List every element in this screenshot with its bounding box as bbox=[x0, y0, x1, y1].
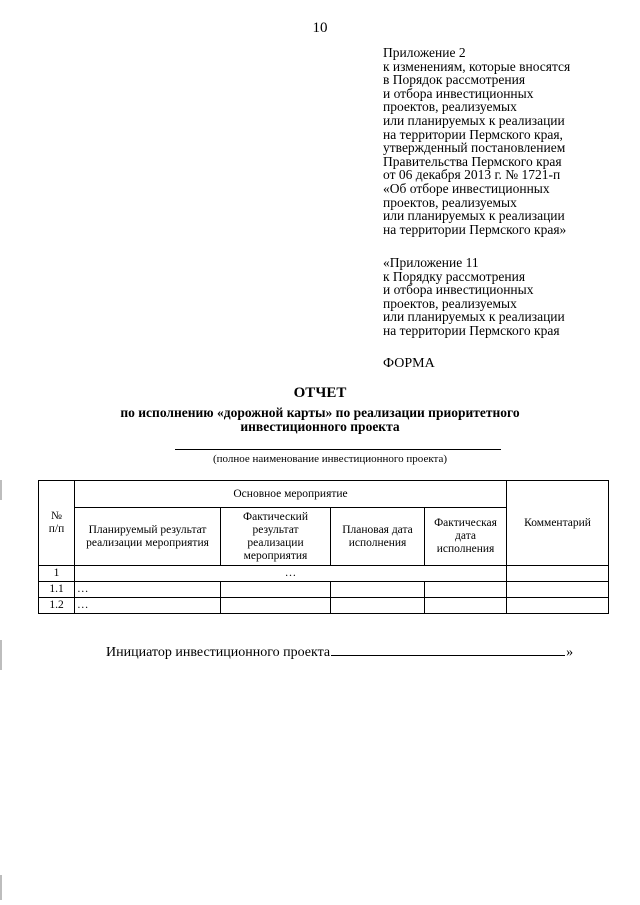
scan-edge-mark bbox=[0, 640, 2, 670]
report-subtitle-line: по исполнению «дорожной карты» по реализации приоритетного bbox=[120, 405, 520, 420]
appendix-line: «Приложение 11 bbox=[383, 255, 479, 270]
scan-edge-mark bbox=[0, 875, 2, 900]
row-number: 1.2 bbox=[39, 598, 75, 614]
appendix-line: или планируемых к реализации bbox=[383, 208, 565, 224]
header-main-activity: Основное мероприятие bbox=[75, 481, 507, 508]
appendix-line: проектов, реализуемых bbox=[383, 295, 517, 311]
appendix-line: на территории Пермского края, bbox=[383, 126, 563, 142]
page-number: 10 bbox=[312, 20, 328, 36]
scan-edge-mark bbox=[0, 480, 2, 500]
row-planned-result-cell: … bbox=[75, 582, 221, 598]
roadmap-table bbox=[38, 480, 609, 614]
form-label: ФОРМА bbox=[383, 356, 435, 371]
row-number: 1.1 bbox=[39, 582, 75, 598]
appendix-line: Правительства Пермского края bbox=[383, 153, 562, 169]
appendix-line: на территории Пермского края» bbox=[383, 221, 567, 237]
project-name-field-line bbox=[175, 449, 501, 450]
header-actual-date: Фактическая дата исполнения bbox=[425, 508, 507, 566]
row-planned-date-cell bbox=[331, 582, 425, 598]
row-actual-result-cell bbox=[221, 598, 331, 614]
row-comment-cell bbox=[507, 582, 609, 598]
row-actual-result-cell bbox=[221, 582, 331, 598]
report-subtitle bbox=[0, 406, 640, 434]
appendix-line: и отбора инвестиционных bbox=[383, 282, 534, 298]
row-number: 1 bbox=[39, 566, 75, 582]
table-row bbox=[39, 566, 609, 582]
header-number: № п/п bbox=[39, 481, 75, 566]
row-actual-date-cell bbox=[425, 598, 507, 614]
header-planned-date: Плановая дата исполнения bbox=[331, 508, 425, 566]
appendix-line: к Порядку рассмотрения bbox=[383, 268, 526, 284]
signature-closing-quote: » bbox=[566, 645, 574, 660]
appendix-line: к изменениям, которые вносятся bbox=[383, 58, 571, 74]
appendix-line: проектов, реализуемых bbox=[383, 99, 517, 115]
appendix-line: проектов, реализуемых bbox=[383, 194, 517, 210]
project-name-caption: (полное наименование инвестиционного проекта) bbox=[212, 453, 448, 465]
appendix-line: «Об отборе инвестиционных bbox=[383, 180, 550, 196]
table-row bbox=[39, 582, 609, 598]
row-planned-result-cell: … bbox=[75, 598, 221, 614]
report-subtitle-line: инвестиционного проекта bbox=[240, 419, 400, 434]
appendix-block-2 bbox=[383, 256, 633, 338]
row-comment-cell bbox=[507, 598, 609, 614]
appendix-line: или планируемых к реализации bbox=[383, 112, 565, 128]
appendix-line: от 06 декабря 2013 г. № 1721-п bbox=[383, 167, 561, 183]
row-comment-cell bbox=[507, 566, 609, 582]
appendix-line: Приложение 2 bbox=[383, 45, 466, 60]
header-actual-result: Фактический результат реализации мероприятия bbox=[221, 508, 331, 566]
report-title: ОТЧЕТ bbox=[293, 385, 347, 401]
header-planned-result: Планируемый результат реализации мероприятия bbox=[75, 508, 221, 566]
appendix-line: или планируемых к реализации bbox=[383, 309, 565, 325]
row-actual-date-cell bbox=[425, 582, 507, 598]
appendix-line: утвержденный постановлением bbox=[383, 140, 566, 156]
appendix-line: и отбора инвестиционных bbox=[383, 85, 534, 101]
appendix-line: в Порядок рассмотрения bbox=[383, 72, 526, 88]
row-merged-cell: … bbox=[75, 566, 507, 582]
table-row bbox=[39, 598, 609, 614]
signature-blank bbox=[331, 643, 565, 656]
row-planned-date-cell bbox=[331, 598, 425, 614]
signature-label: Инициатор инвестиционного проекта bbox=[106, 645, 331, 660]
header-comment: Комментарий bbox=[507, 481, 609, 566]
signature-line bbox=[106, 643, 573, 661]
appendix-line: на территории Пермского края bbox=[383, 322, 560, 338]
appendix-block-1 bbox=[383, 46, 633, 236]
